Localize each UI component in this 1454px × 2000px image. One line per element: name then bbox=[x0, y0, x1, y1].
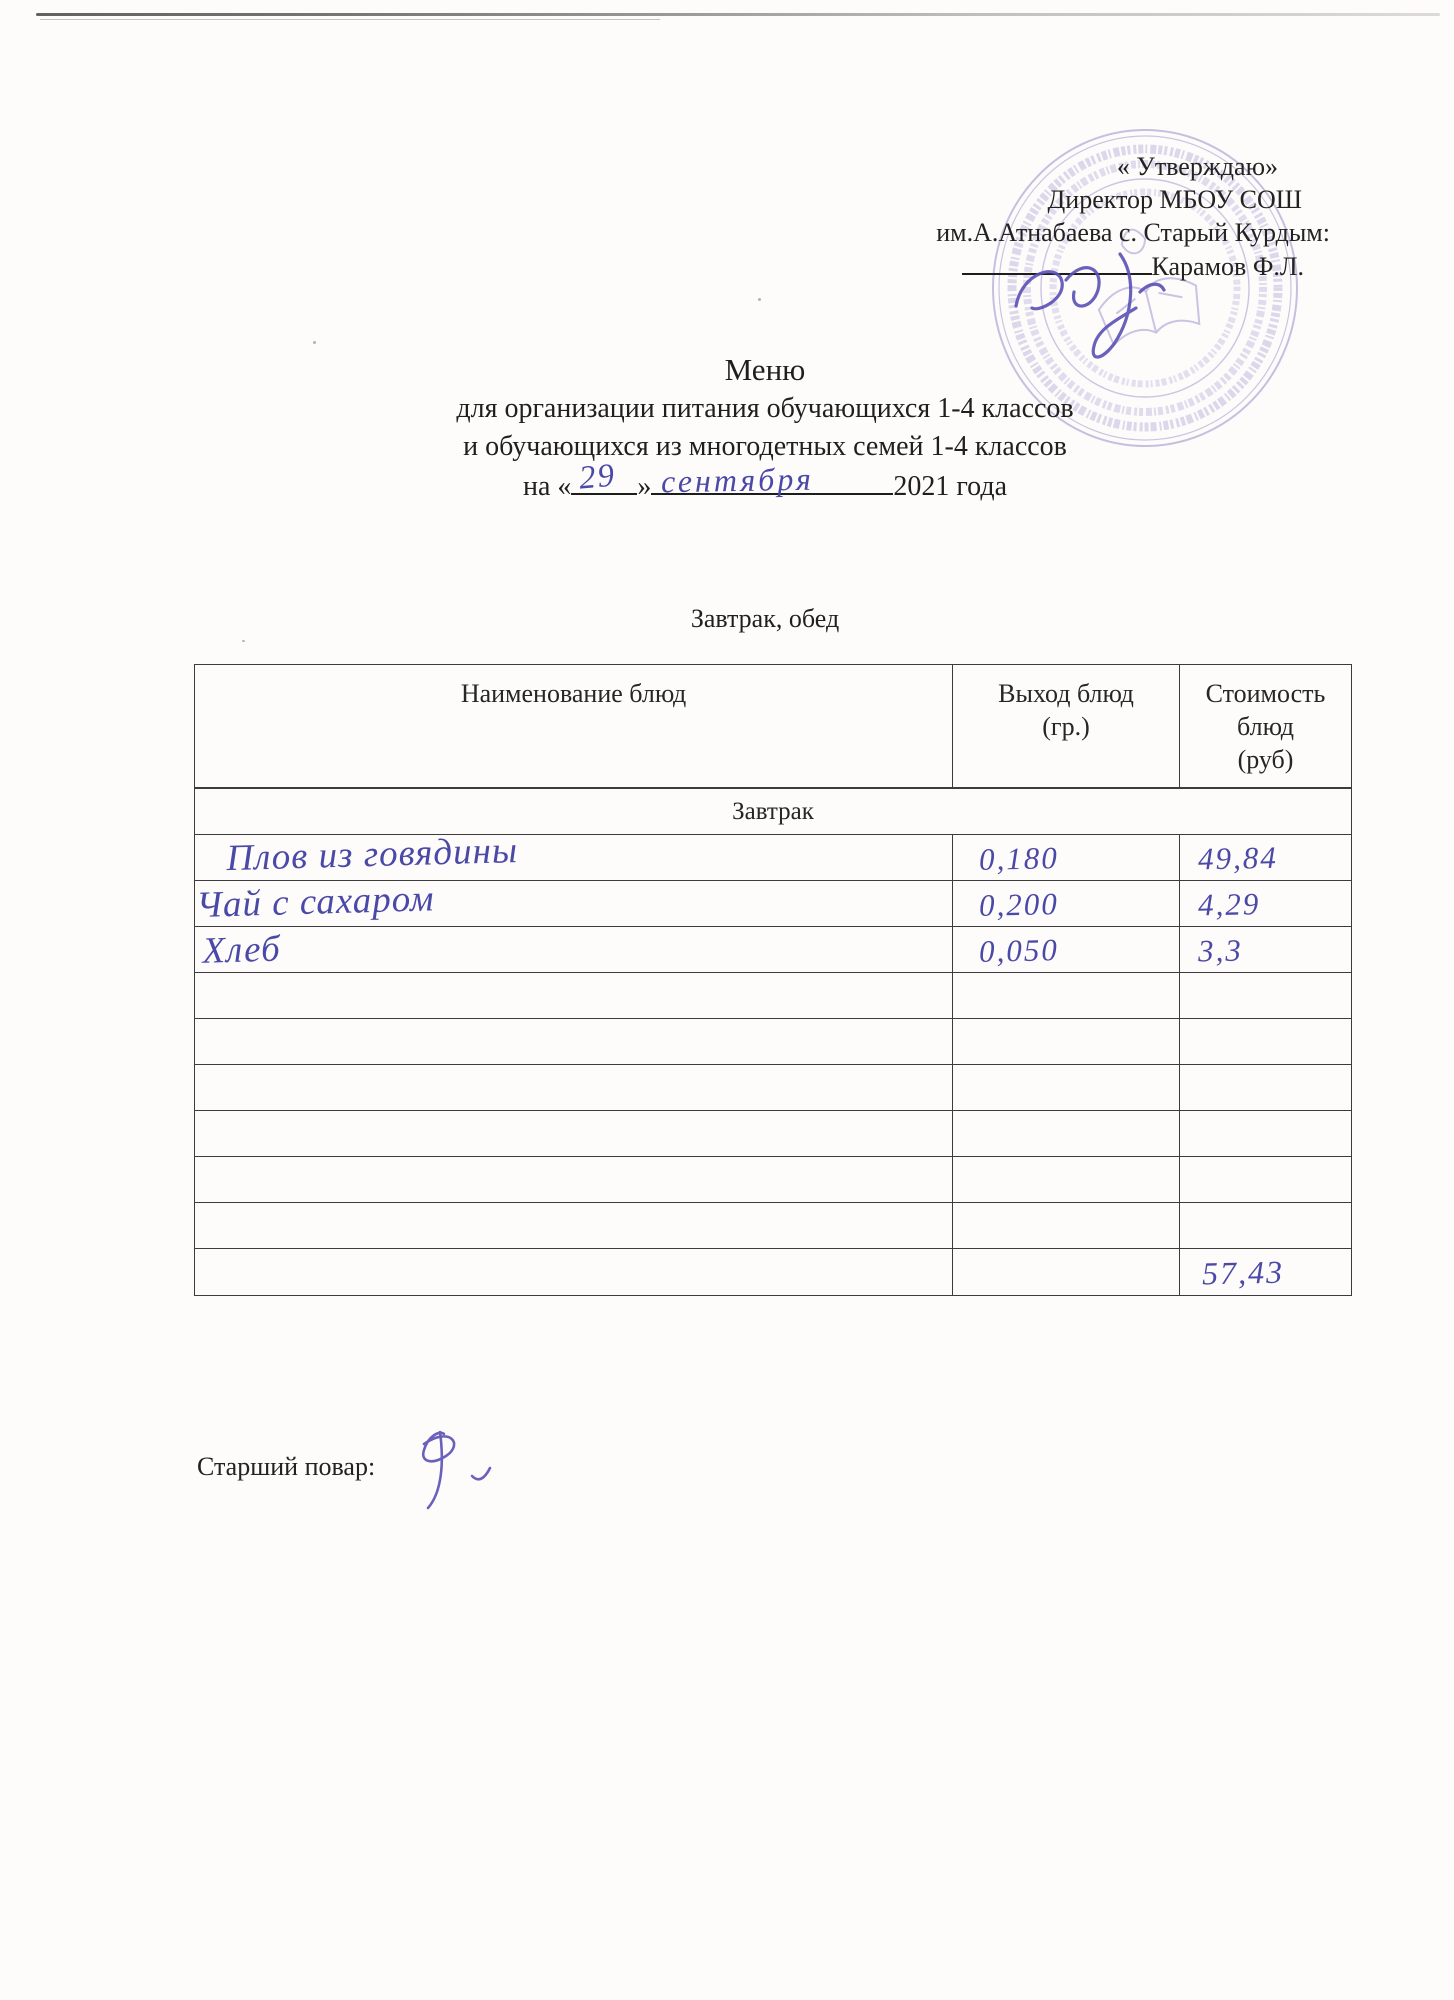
dish-name-cell bbox=[195, 927, 953, 973]
title-block bbox=[180, 350, 1350, 507]
dish-price-cell bbox=[1180, 835, 1352, 881]
dish-weight-cell bbox=[953, 881, 1180, 927]
empty-row bbox=[195, 973, 1352, 1019]
header-line: Стоимость bbox=[1205, 679, 1326, 708]
scan-speck bbox=[758, 298, 761, 301]
meal-heading: Завтрак, обед bbox=[690, 604, 840, 633]
scan-speck bbox=[242, 640, 245, 642]
date-line bbox=[180, 457, 1350, 507]
menu-table bbox=[194, 664, 1352, 1296]
title-subtitle-1: для организации питания обучающихся 1-4 классов bbox=[456, 393, 1074, 424]
date-close-quote: » bbox=[637, 471, 652, 502]
handwritten-price: 3,3 bbox=[1197, 931, 1244, 968]
table-row bbox=[195, 927, 1352, 973]
dish-price-cell bbox=[1180, 881, 1352, 927]
date-prefix: на « bbox=[522, 471, 572, 502]
handwritten-price: 4,29 bbox=[1197, 885, 1261, 922]
scan-artifact-line bbox=[36, 13, 1440, 16]
dish-price-cell bbox=[1180, 927, 1352, 973]
empty-row bbox=[195, 1065, 1352, 1111]
header-line: (руб) bbox=[1237, 745, 1294, 774]
dish-weight-cell bbox=[953, 927, 1180, 973]
document-title: Меню bbox=[724, 352, 806, 387]
scan-speck bbox=[313, 341, 316, 344]
handwritten-date-month: сентября bbox=[661, 460, 815, 500]
approval-signer-name: Карамов Ф.Л. bbox=[1151, 252, 1304, 281]
date-day-blank bbox=[571, 457, 637, 497]
scan-artifact-line-faint bbox=[40, 19, 660, 20]
col-header-price bbox=[1180, 665, 1352, 789]
header-line: блюд bbox=[1237, 712, 1294, 741]
director-signature bbox=[1002, 228, 1202, 368]
header-line: (гр.) bbox=[1042, 712, 1090, 741]
handwritten-price: 49,84 bbox=[1197, 839, 1279, 876]
date-month-blank bbox=[651, 460, 893, 500]
section-label: Завтрак bbox=[195, 788, 1352, 835]
header-row bbox=[195, 665, 1352, 789]
handwritten-weight: 0,050 bbox=[978, 931, 1060, 969]
handwritten-weight: 0,180 bbox=[978, 839, 1060, 877]
header-line: Наименование блюд bbox=[460, 679, 687, 708]
title-subtitle-2: и обучающихся из многодетных семей 1-4 классов bbox=[463, 431, 1067, 462]
col-header-dish-name bbox=[195, 665, 953, 789]
total-price-cell bbox=[1180, 1249, 1352, 1296]
cook-label: Старший повар: bbox=[197, 1452, 376, 1481]
dish-weight-cell bbox=[953, 835, 1180, 881]
handwritten-dish-name: Хлеб bbox=[201, 928, 282, 972]
cook-signature bbox=[388, 1418, 508, 1518]
approval-school-name: им.А.Атнабаева с. Старый Курдым: bbox=[936, 218, 1330, 247]
empty-row bbox=[195, 1111, 1352, 1157]
handwritten-dish-name: Чай с сахаром bbox=[195, 878, 435, 926]
handwritten-total-price: 57,43 bbox=[1201, 1253, 1285, 1292]
header-line: Выход блюд bbox=[998, 679, 1134, 708]
col-header-weight bbox=[953, 665, 1180, 789]
date-year: 2021 года bbox=[893, 471, 1008, 502]
handwritten-weight: 0,200 bbox=[978, 885, 1060, 923]
approval-director-title: Директор МБОУ СОШ bbox=[1047, 185, 1302, 214]
empty-row bbox=[195, 1157, 1352, 1203]
handwritten-dish-name: Плов из говядины bbox=[225, 829, 519, 880]
approval-word: « Утверждаю» bbox=[1116, 152, 1278, 181]
empty-row bbox=[195, 1019, 1352, 1065]
empty-row bbox=[195, 1203, 1352, 1249]
total-row bbox=[195, 1249, 1352, 1296]
handwritten-date-day: 29 bbox=[577, 457, 618, 497]
